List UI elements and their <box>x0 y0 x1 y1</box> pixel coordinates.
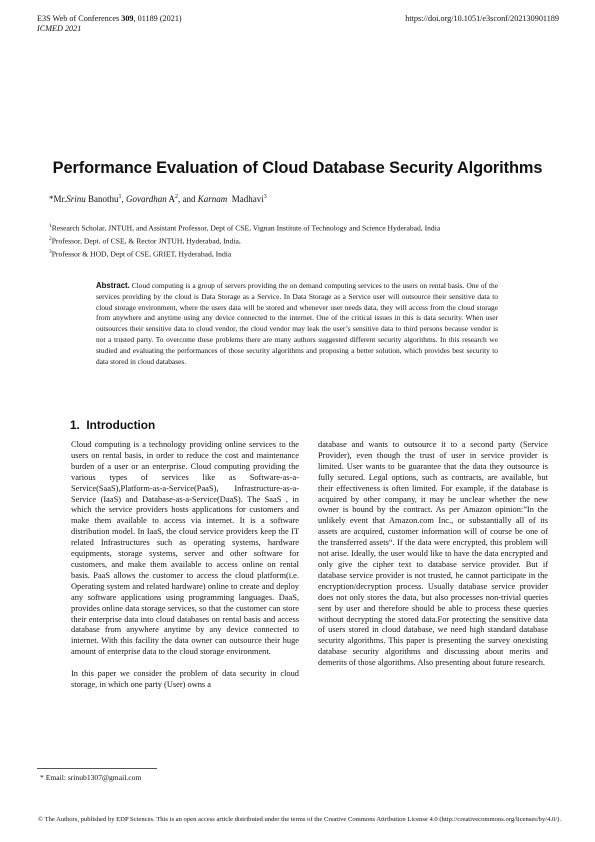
paragraph: In this paper we consider the problem of data security in cloud storage, in which one party (User) owns a <box>71 669 299 690</box>
right-column <box>318 440 548 680</box>
section-heading: 1. Introduction <box>70 418 156 432</box>
abstract-text: Cloud computing is a group of servers providing the on demand computing services to the users on rental basis. One of the services providing by the cloud is Data Storage as a Service. In Data Storage as a Service user will outsource their sensitive data to cloud storage environment, where the users data will be stored and whenever user needs data, they will access from the cloud storage from anywhere and anytime using any device connected to the internet. One of the critical issues in this is data security. When user outsources their sensitive data to cloud vendor, the cloud vendor may leak the user’s sensitive data to third persons because vendor is not a trusted party. To overcome these problems there are many authors suggested different security algorithms. In this research we studied and evaluating the performances of those security algorithms and proposing a better solution, which provides best security to data stored in cloud databases. <box>96 281 498 366</box>
paragraph: database and wants to outsource it to a second party (Service Provider), even though the trust of user in service provider is limited. User wants to be guarantee that the data they outsource is fully secured. Legal options, such as contracts, are available, but their effectiveness is often limited. For example, if the database is acquired by other company, it may be unclear whether the new owner is bound by the contract. As per Amazon opinion:”In the unlikely event that Amazon.com Inc., or substantially all of its assets are acquired, customer information will of course be one of the transferred assets“. If the data were encrypted, this problem will not arise. Ideally, the user would like to have the data encrypted and only give the cipher text to database service provider. But if database service provider is not trusted, he cannot participate in the encryption/decryption process. Usually database service provider does not only stores the data, but also processes non-trivial queries sent by user and therefore should be able to process these queries without decrypting the stored data.For protecting the sensitive data of users stored in cloud database, we need high standard database security algorithms. This paper is presenting the survey onexisting database security algorithms and discussing about merits and demerits of those algorithms. Also presenting about future research. <box>318 440 548 668</box>
paper-title: Performance Evaluation of Cloud Database Security Algorithms <box>52 159 543 177</box>
running-header <box>37 14 182 34</box>
affiliation-1: $^1$Research Scholar, JNTUH, and Assistant Professor, Dept of CSE, Vignan Institute of Technology and Science Hyderabad, India <box>49 223 441 233</box>
author-list: *Mr.Srinu Banothu$^1$, Govardhan $A^2$, and Karnam Madhavi$^3$ <box>49 194 267 204</box>
conference-name: ICMED 2021 <box>37 24 82 33</box>
doi-link[interactable]: https://doi.org/10.1051/e3sconf/202130901189 <box>405 14 559 23</box>
paragraph: Cloud computing is a technology providing online services to the users on rental basis, in order to reduce the cost and maintenance burden of a user or an enterprise. Cloud computing providing the various types of services like as Software-as-a-Service(SaaS),Platform-as-a-Service(PaaS), Infrastructure-as-a-Service (IaaS) and Database-as-a-Service(DaaS). The SaaS , in which the service providers hosts applications for customers and make them available to access via internet. It is a software distribution model. In IaaS, the cloud service providers keep the IT related Infrastructures such as operating systems, hardware equipments, storage systems, server and other software for customers, and make them available to access online on rental basis. PaaS allows the customer to access the cloud platform(i.e. Operating system and related hardware) online to create and deploy any software applications using programming languages. DaaS, provides online data storage services, so that the customer can store their enterprise data into cloud databases on rental basis and access database from anywhere anytime by any device connected to internet. With this facility the data owner can outsource their huge amount of enterprise data to the cloud storage environment. <box>71 440 299 657</box>
left-column <box>71 440 299 702</box>
footnote-rule <box>37 768 157 769</box>
abstract-label: Abstract. <box>96 281 130 290</box>
affiliation-2: $^2$Professor, Dept. of CSE, & Rector JNTUH, Hyderabad, India, <box>49 236 241 246</box>
abstract <box>96 281 498 367</box>
corresponding-email: * Email: srinub1307@gmail.com <box>40 773 142 782</box>
license-notice: © The Authors, published by EDP Sciences. This is an open access article distributed under the terms of the Creative Commons Attribution License 4.0 (http://creativecommons.org/licenses/by/4.0/). <box>38 816 562 823</box>
affiliation-3: $^3$Professor & HOD, Dept of CSE, GRIET, Hyderabad, India <box>49 249 232 259</box>
journal-citation: E3S Web of Conferences 309, 01189 (2021) <box>37 14 182 23</box>
affiliations <box>49 221 549 260</box>
